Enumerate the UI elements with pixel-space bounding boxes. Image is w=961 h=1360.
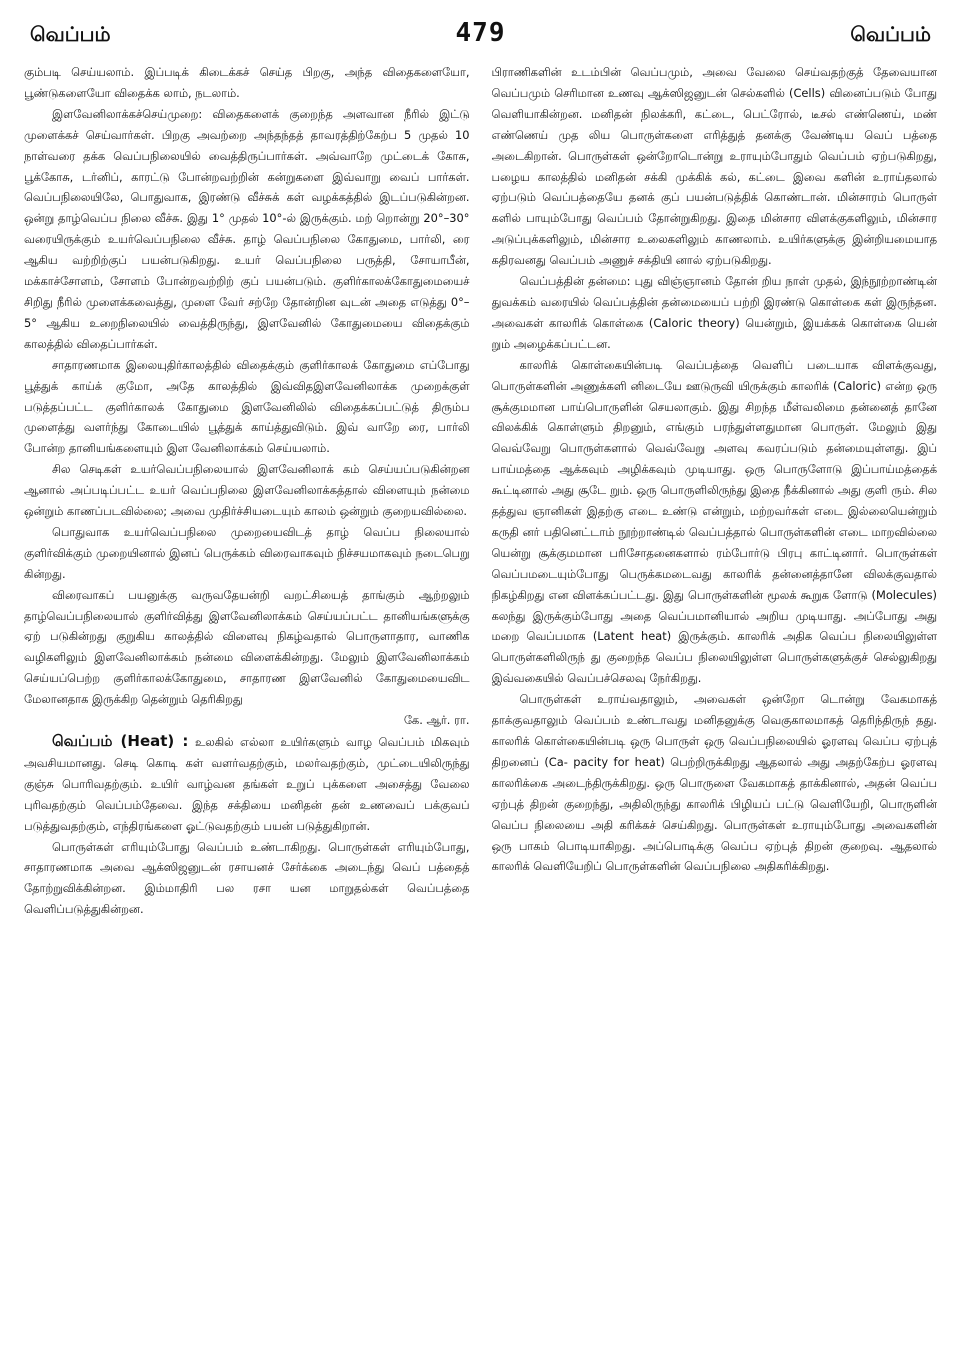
paragraph: பொதுவாக உயர்வெப்பநிலை முறையைவிடத் தாழ் வெப்ப நிலையால் குளிர்விக்கும் முறையினால் இனப் பெருக்கம் விரைவாகவும் நிச்சயமாகவும் நடைபெறு கின்றது. [24,524,470,581]
text-columns [24,62,937,1342]
left-column [24,62,470,1342]
right-column [492,62,938,1342]
paragraph: இளவேனிலாக்கச்செய்முறை: விதைகளைக் குறைந்த அளவான நீரில் இட்டு முளைக்கச் செய்வார்கள். பிறகு அவற்றை அந்தந்தத் தாவரத்திற்கேற்ப 5 முதல் 10 நாள்வரை தக்க வெப்பநிலையில் வைத்திருப்பார்கள். அவ்வாறே முட்டைக் கோசு, பூக்கோசு, டர்னிப், காரட்டு போன்றவற்றின் கன்றுகளை இவ்வாறு வைப் பார்கள். வெப்பநிலையிலே, பொதுவாக, இரண்டு வீச்சுக் கள் வழக்கத்தில் இடப்படுகின்றன. ஒன்று தாழ்வெப்ப நிலை வீச்சு. இது 1° முதல் 10°-ல் இருக்கும். மற் றொன்று 20°–30° வரையிருக்கும் உயர்வெப்பநிலை வீச்சு. தாழ் வெப்பநிலை கோதுமை, பார்லி, ரை ஆகிய வற்றிற்குப் பயன்படுகிறது. உயர் வெப்பநிலை பருத்தி, சோயாபீன், மக்காச்சோளம், சோளம் போன்றவற்றிற் குப் பயன்படும். குளிர்காலக்கோதுமையைச் சிறிது நீரில் முளைக்கவைத்து, முளை வேர் சற்றே தோன்றின வுடன் அதை எடுத்து 0°–5° ஆகிய உறைநிலையில் வைத்திருந்து, இளவேனில் கோதுமையை விதைக்கும் காலத்தில் விதைப்பார்கள். [24,106,470,351]
paragraph: பிராணிகளின் உடம்பின் வெப்பமும், அவை வேலை செய்வதற்குத் தேவையான வெப்பமும் செரிமான உணவு ஆக்ஸிஜனுடன் செல்களில் (Cells) வினைப்படும் போது வெளியாகின்றன. மனிதன் நிலக்கரி, கட்டை, பெட்ரோல், டீசல் எண்ணெய், மண் எண்ணெய் முத லிய பொருள்களை எரித்துத் தனக்கு வேண்டிய வெப் பத்தை அடைகிறான். பொருள்கள் ஒன்றோடொன்று உராயும்போதும் வெப்பம் ஏற்படுகிறது, பழைய காலத்தில் மனிதன் சக்கி முக்கிக் கல், கட்டை இவை களின் உராய்தலால் ஏற்படும் வெப்பத்தையே தனக் குப் பயன்படுத்திக் கொண்டான். மின்சாரம் பொருள் களில் பாயும்போது வெப்பம் தோன்றுகிறது. இதை மின்சார விளக்குகளிலும், மின்சார அடுப்புக்களிலும், மின்சார உலைகளிலும் காணலாம். உயிர்களுக்கு இன்றியமையாத கதிரவனது வெப்பம் அணுச் சக்தியி னால் ஏற்படுகிறது. [491,65,937,268]
entry-text: உலகில் எல்லா உயிர்களும் வாழ வெப்பம் மிகவும் அவசியமானது. செடி கொடி கள் வளர்வதற்கும், மலர்வதற்கும், முட்டையிலிருந்து குஞ்சு பொரிவதற்கும். உயிர் வாழ்வன தங்கள் உறுப் புக்களை அசைத்து வேலை புரிவதற்கும் வெப்பம்தேவை. இந்த சக்தியை மனிதன் தன் உணவைப் பக்குவப் படுத்துவதற்கும், எந்திரங்களை ஓட்டுவதற்கும் பயன் படுத்துகிறான். [24,735,470,833]
paragraph: பொருள்கள் உராய்வதாலும், அவைகள் ஒன்றோ டொன்று வேகமாகத் தாக்குவதாலும் வெப்பம் உண்டாவது மனிதனுக்கு வெகுகாலமாகத் தெரிந்திருந் தது. காலரிக் கொள்கையின்படி ஒரு பொருள் ஒரு வெப்பநிலையில் ஓரளவு வெப்ப ஏற்புத் திறனைப் (Ca- pacity for heat) பெற்றிருக்கிறது ஆதலால் அது அதற்கேற்ப ஓரளவு காலரிக்கை அடைந்திருக்கிறது. ஒரு பொருளை வேகமாகத் தாக்கினால், அதன் வெப்ப ஏற்புத் திறன் குறைந்து, அதிலிருந்து காலரிக் பிழியப் பட்டு வெளியேறி, பொருளின் வெப்ப நிலையை அதி கரிக்கச் செய்கிறது. பொருள்கள் உராயும்போது அவைகளின் ஒரு பாகம் பொடியாகிறது. அப்பொடிக்கு வெப்ப ஏற்புத் திறன் குறைவு. ஆதலால் காலரிக் வெளியேறிப் பொருள்களின் வெப்பநிலை அதிகரிக்கிறது. [491,692,937,874]
paragraph: சாதாரணமாக இலையுதிர்காலத்தில் விதைக்கும் குளிர்காலக் கோதுமை எப்போது பூத்துக் காய்க் குமோ, அதே காலத்தில் இவ்விதஇளவேனிலாக்க முறைக்குள் படுத்தப்பட்ட குளிர்காலக் கோதுமை இளவேனிலில் விதைக்கப்பட்டுத் திரும்ப முளைத்து வளர்ந்து கோடையில் பூத்துக் காய்த்துவிடும். இவ் வாறே ரை, பார்லி போன்ற தானியங்களையும் இள வேனிலாக்கம் செய்யலாம். [24,357,470,456]
author-signature: கே. ஆர். ரா. [403,713,470,728]
running-head-left: வெப்பம் [30,22,111,46]
paragraph: பொருள்கள் எரியும்போது வெப்பம் உண்டாகிறது. பொருள்கள் எரியும்போது, சாதாரணமாக அவை ஆக்ஸிஜனுடன் ரசாயனச் சேர்க்கை அடைந்து வெப் பத்தைத் தோற்றுவிக்கின்றன. இம்மாதிரி பல ரசா யன மாறுதல்கள் வெப்பத்தை வெளிப்படுத்துகின்றன. [24,839,470,917]
entry-paragraph [24,731,470,837]
paragraph: சில செடிகள் உயர்வெப்பநிலையால் இளவேனிலாக் கம் செய்யப்படுகின்றன ஆனால் அப்படிப்பட்ட உயர் வெப்பநிலை இளவேனிலாக்கத்தால் விளையும் நன்மை ஒன்றும் காணப்படவில்லை; அவை முதிர்ச்சியடையும் காலம் ஒன்றும் குறையவில்லை. [24,462,470,519]
running-head-right: வெப்பம் [850,22,931,46]
paragraph: வெப்பத்தின் தன்மை: புது விஞ்ஞானம் தோன் றிய நாள் முதல், இந்நூற்றாண்டின் துவக்கம் வரையில் வெப்பத்தின் தன்மையைப் பற்றி இரண்டு கொள்கை கள் இருந்தன. அவைகள் காலரிக் கொள்கை (Caloric theory) யென்றும், இயக்கக் கொள்கை யென் றும் அழைக்கப்பட்டன. [491,274,937,351]
page-header [24,18,937,58]
entry-heading: வெப்பம் (Heat) : [52,732,189,750]
page-number: 479 [455,18,506,48]
paragraph: கும்படி செய்யலாம். இப்படிக் கிடைக்கச் செய்த பிறகு, அந்த விதைகளையோ, பூண்டுகளையோ விதைக்க லாம், நடலாம். [24,65,470,100]
paragraph: காலரிக் கொள்கையின்படி வெப்பத்தை வெளிப் படையாக விளக்குவது, பொருள்களின் அணுக்களி னிடையே ஊடுருவி யிருக்கும் காலரிக் (Caloric) என்ற ஒரு சூக்குமமான பாய்பொருளின் செயலாகும். இது சிறந்த மீள்வலிமை தன்னைத் தானே விலக்கிக் கொள்ளும் திறனும், எங்கும் பரந்துள்ளதுமான பொருள். மேலும் இது வெவ்வேறு பொருள்களால் வெவ்வேறு அளவு கவரப்படும் தன்மையுள்ளது. இப் பாய்மத்தை ஆக்கவும் அழிக்கவும் முடியாது. ஒரு பொருளோடு இப்பாய்மத்தைக் கூட்டினால் அது சூடே றும். ஒரு பொருளிலிருந்து இதை நீக்கினால் அது குளி ரும். சில தத்துவ ஞானிகள் இதற்கு எடை உண்டு என்றும், மற்றவர்கள் எடை இல்லையென்றும் கருதி னர் பதினெட்டாம் நூற்றாண்டில் வெப்பத்தால் பொருள்களின் எடை மாறவில்லை யென்று சூக்குமமான பரிசோதனைகளால் ரம்போர்டு பிரபு காட்டினார். பொருள்கள் வெப்பமடையும்போது பெருக்கமடைவது காலரிக் தன்னைத்தானே விலக்குவதால் நிகழ்கிறது என விளக்கப்பட்டது. இது பொருள்களின் மூலக் கூறுக ளோடு (Molecules) கலந்து இருக்கும்போது அதை வெப்பமானியால் அறிய முடியாது. அப்போது அது மறை வெப்பமாக (Latent heat) இருக்கும். காலரிக் அதிக வெப்ப நிலையிலுள்ள பொருள்களிலிருந் து குறைந்த வெப்ப நிலையிலுள்ள பொருள்களுக்குச் செல்லுகிறது இவ்வகையில் வெப்பச்செலவு நேர்கிறது. [491,357,937,686]
paragraph: விரைவாகப் பயனுக்கு வருவதேயன்றி வறட்சியைத் தாங்கும் ஆற்றலும் தாழ்வெப்பநிலையால் குளிர்வித்து இளவேனிலாக்கம் செய்யப்பட்ட தானியங்களுக்கு ஏற் படுகின்றது குறுகிய காலத்தில் விளைவு நிகழ்வதால் பொருளாதார, வாணிக வழிகளிலும் இளவேனிலாக்கம் நன்மை விளைக்கின்றது. மேலும் இளவேனிலாக்கம் செய்யப்பெற்ற குளிர்காலக்கோதுமை, சாதாரண இளவேனில் கோதுமையைவிட மேலானதாக இருக்கிற தென்றும் தெரிகிறது [24,587,470,707]
